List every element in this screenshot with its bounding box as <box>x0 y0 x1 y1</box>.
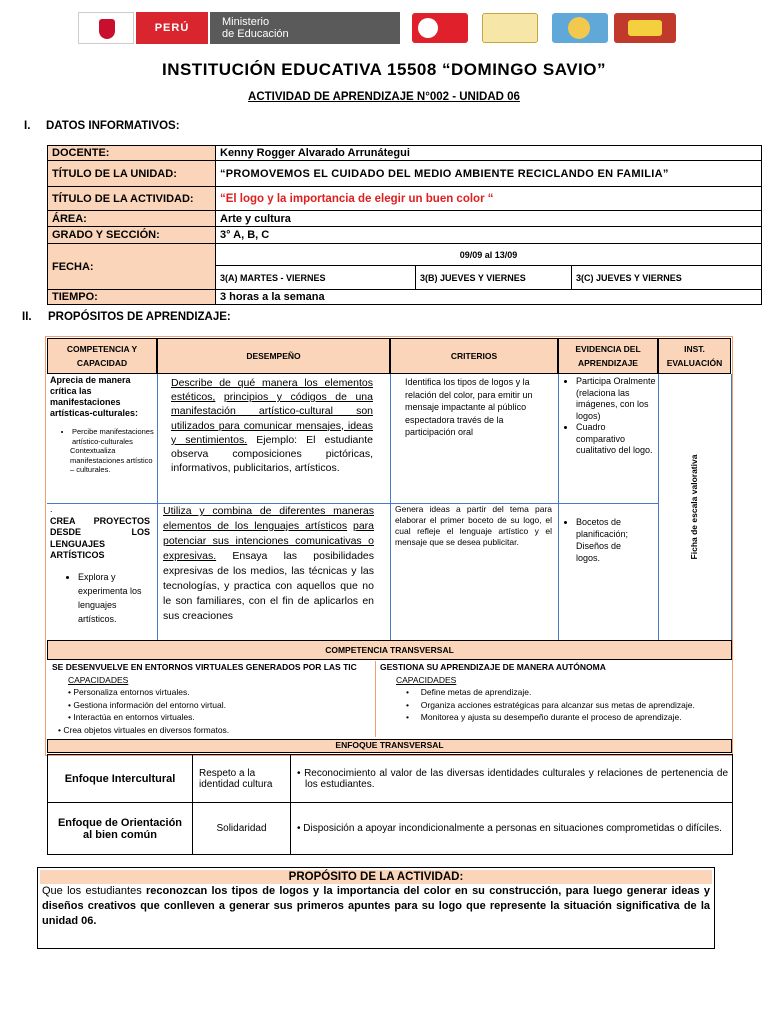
row1-ev-1: • Participa Oralmente (relaciona las imágenes, con los logos) <box>576 376 656 422</box>
header-criterios: CRITERIOS <box>390 338 558 374</box>
auto-title: GESTIONA SU APRENDIZAJE DE MANERA AUTÓNOMA <box>380 662 606 672</box>
tic-item-2-text: Gestiona información del entorno virtual. <box>73 699 226 710</box>
enfoque-1-name: Enfoque Intercultural <box>48 755 193 803</box>
section-1-heading <box>24 120 180 132</box>
ugel-logo-icon <box>412 13 468 43</box>
autonomo-block <box>380 661 730 724</box>
unidad-label: TÍTULO DE LA UNIDAD: <box>48 161 216 187</box>
section-1-title: DATOS INFORMATIVOS: <box>46 120 180 132</box>
row2-comp-bullet: • Explora y experimenta los lenguajes artísticos. <box>78 570 150 626</box>
section-2-number: II. <box>22 311 32 323</box>
row2-des-1: Utiliza y combina de diferentes maneras elementos de los lenguajes artísticos <box>163 505 374 532</box>
tic-item-4-text: Crea objetos virtuales en diversos formatos. <box>63 724 230 735</box>
section-2-title: PROPÓSITOS DE APRENDIZAJE: <box>48 311 231 323</box>
auto-item-1: • Define metas de aprendizaje. <box>406 687 532 697</box>
institution-logo-icon <box>614 13 676 43</box>
row1-comp-title: Aprecia de manera crítica las manifestaciones artísticas-culturales: <box>50 375 139 418</box>
row1-ev-2: • Cuadro comparativo cualitativo del logo. <box>576 422 656 457</box>
auto-item-3-text: Monitorea y ajusta su desempeño durante el proceso de aprendizaje. <box>420 712 682 722</box>
row1-competencia <box>50 375 155 475</box>
peru-shield-icon <box>78 12 134 44</box>
row1-evidencia <box>562 376 656 457</box>
brand-ministry-line2: de Educación <box>222 28 289 40</box>
enfoque-1-action: • Reconocimiento al valor de las diversas identidades culturales y relaciones de pertenencia de los estudiantes. <box>291 755 733 803</box>
school-logo-icon <box>552 13 608 43</box>
docente-value: Kenny Rogger Alvarado Arrunátegui <box>216 146 762 161</box>
header-desempeno: DESEMPEÑO <box>157 338 390 374</box>
tic-title: SE DESENVUELVE EN ENTORNOS VIRTUALES GENERADOS POR LAS TIC <box>52 662 357 672</box>
tic-item-1: • Personaliza entornos virtuales. <box>68 687 190 697</box>
fecha-range: 09/09 al 13/09 <box>216 244 762 266</box>
row2-criterio: Genera ideas a partir del tema para elaborar el primer boceto de su logo, el cual refleje el lenguaje artístico y el mensaje que se desea publicitar. <box>395 504 552 547</box>
header-inst-evaluacion: INST. EVALUACIÓN <box>658 338 731 374</box>
row1-comp-text2: Contextualiza manifestaciones artístico – culturales. <box>70 446 153 474</box>
fecha-seccion-c: 3(C) JUEVES Y VIERNES <box>572 266 762 290</box>
proposito-title: PROPÓSITO DE LA ACTIVIDAD: <box>40 870 712 884</box>
section-1-number: I. <box>24 120 31 132</box>
competencia-transversal-title: COMPETENCIA TRANSVERSAL <box>47 640 732 660</box>
tic-item-2: • Gestiona información del entorno virtual. <box>68 699 226 710</box>
auto-item-3: • Monitorea y ajusta su desempeño durante el proceso de aprendizaje. <box>406 712 682 722</box>
region-logo-icon <box>482 13 538 43</box>
auto-item-1-text: Define metas de aprendizaje. <box>420 687 532 697</box>
grid-line <box>558 374 559 640</box>
row2-competencia <box>50 504 150 626</box>
instrument-label: Ficha de escala valorativa <box>689 454 699 560</box>
enfoque-2-action: • Disposición a apoyar incondicionalmente a personas en situaciones comprometidas o difíciles. <box>291 803 733 855</box>
grado-value: 3° A, B, C <box>216 227 762 244</box>
grid-line <box>731 374 732 640</box>
tiempo-value: 3 horas a la semana <box>216 290 762 305</box>
section-2-heading <box>22 311 231 323</box>
fecha-seccion-a: 3(A) MARTES - VIERNES <box>216 266 416 290</box>
tic-item-1-text: Personaliza entornos virtuales. <box>73 687 190 697</box>
tic-item-3-text: Interactúa en entornos virtuales. <box>73 712 195 722</box>
auto-item-2: • Organiza acciones estratégicas para alcanzar sus metas de aprendizaje. <box>406 699 695 710</box>
row1-des-3: Ejemplo: El estudiante observa composiciones pictóricas, informativos, publicitarios, artísticos. <box>171 433 373 475</box>
header-evidencia: EVIDENCIA DEL APRENDIZAJE <box>558 338 658 374</box>
row1-des-2: principios y códigos de una manifestación artístico-cultural son utilizados para comunicar mensajes, ideas y sentimientos. <box>171 391 373 446</box>
row2-des-2: para potenciar sus intenciones comunicativas o expresivas. <box>163 520 375 562</box>
row2-ev-1: • Bocetos de planificación; Diseños de logos. <box>576 516 646 564</box>
fecha-seccion-b: 3(B) JUEVES Y VIERNES <box>416 266 572 290</box>
header-competencia: COMPETENCIA Y CAPACIDAD <box>47 338 157 374</box>
enfoque-2-name: Enfoque de Orientación al bien común <box>48 803 193 855</box>
row2-des-3: Ensaya las posibilidades expresivas de los medios, las técnicas y las tecnologías, y practica con aquellos que no le son familiares, con el fin de aplicarlos en sus creaciones <box>163 550 374 622</box>
datos-informativos-table <box>47 145 762 305</box>
tic-item-3: • Interactúa en entornos virtuales. <box>68 712 195 722</box>
tic-item-4: • Crea objetos virtuales en diversos formatos. <box>58 724 230 735</box>
enfoque-1-value: Respeto a la identidad cultura <box>193 755 291 803</box>
actividad-value: “El logo y la importancia de elegir un buen color “ <box>216 187 762 211</box>
tiempo-label: TIEMPO: <box>48 290 216 305</box>
area-value: Arte y cultura <box>216 211 762 227</box>
tic-cap: CAPACIDADES <box>68 674 129 685</box>
row2-ev-list <box>562 516 646 564</box>
proposito-box <box>37 867 715 949</box>
proposito-text-2: reconozcan los tipos de logos y la importancia del color en su construcción, para luego generar ideas y diseños creativos que conlleven a generar sus primeros apuntes para su logo que represente la situación significativa de la unidad 06. <box>42 885 710 927</box>
grid-line <box>375 661 376 737</box>
area-label: ÁREA: <box>48 211 216 227</box>
row1-criterio: Identifica los tipos de logos y la relación del color, para emitir un mensaje impactante al público espectadora través de la participación oral <box>405 377 533 437</box>
row1-des-1: Describe de qué manera los elementos estéticos, <box>171 377 373 404</box>
row1-comp-bullet1: • Percibe manifestaciones artístico-culturales <box>72 427 155 446</box>
page-subtitle: ACTIVIDAD DE APRENDIZAJE N°002 - UNIDAD 06 <box>248 91 520 103</box>
tic-block <box>52 661 372 736</box>
proposito-text <box>38 884 714 929</box>
row1-comp-list <box>50 427 155 446</box>
brand-peru: PERÚ <box>136 12 208 44</box>
row2-evidencia <box>562 516 646 564</box>
enfoque-2-action-text: Disposición a apoyar incondicionalmente a personas en situaciones comprometidas o difíciles. <box>303 823 722 834</box>
row2-comp-title: CREA PROYECTOS DESDE LOS LENGUAJES ARTÍSTICOS <box>50 515 150 560</box>
page-title: INSTITUCIÓN EDUCATIVA 15508 “DOMINGO SAVIO” <box>161 60 607 79</box>
header-banner <box>78 12 678 44</box>
row1-desempeno <box>171 376 373 475</box>
enfoques-table <box>47 754 733 855</box>
auto-item-2-text: Organiza acciones estratégicas para alcanzar sus metas de aprendizaje. <box>420 699 695 710</box>
row2-comp-list <box>50 570 150 626</box>
grado-label: GRADO Y SECCIÓN: <box>48 227 216 244</box>
brand-ministry-line1: Ministerio <box>222 16 270 28</box>
row1-ev-list <box>562 376 656 457</box>
fecha-label: FECHA: <box>48 244 216 290</box>
row2-desempeno <box>163 504 374 624</box>
enfoque-1-action-text: Reconocimiento al valor de las diversas identidades culturales y relaciones de pertenencia de los estudiantes. <box>304 767 729 790</box>
grid-line <box>157 374 158 640</box>
unidad-value: “PROMOVEMOS EL CUIDADO DEL MEDIO AMBIENTE RECICLANDO EN FAMILIA” <box>216 161 762 187</box>
proposito-text-1: Que los estudiantes <box>42 885 142 897</box>
auto-cap: CAPACIDADES <box>396 674 457 685</box>
brand-ministry <box>210 12 400 44</box>
grid-line <box>658 374 659 640</box>
enfoque-transversal-title: ENFOQUE TRANSVERSAL <box>47 739 732 753</box>
row2-comp-dot: . <box>50 504 53 514</box>
actividad-label: TÍTULO DE LA ACTIVIDAD: <box>48 187 216 211</box>
grid-line <box>390 374 391 640</box>
docente-label: DOCENTE: <box>48 146 216 161</box>
enfoque-2-value: Solidaridad <box>193 803 291 855</box>
